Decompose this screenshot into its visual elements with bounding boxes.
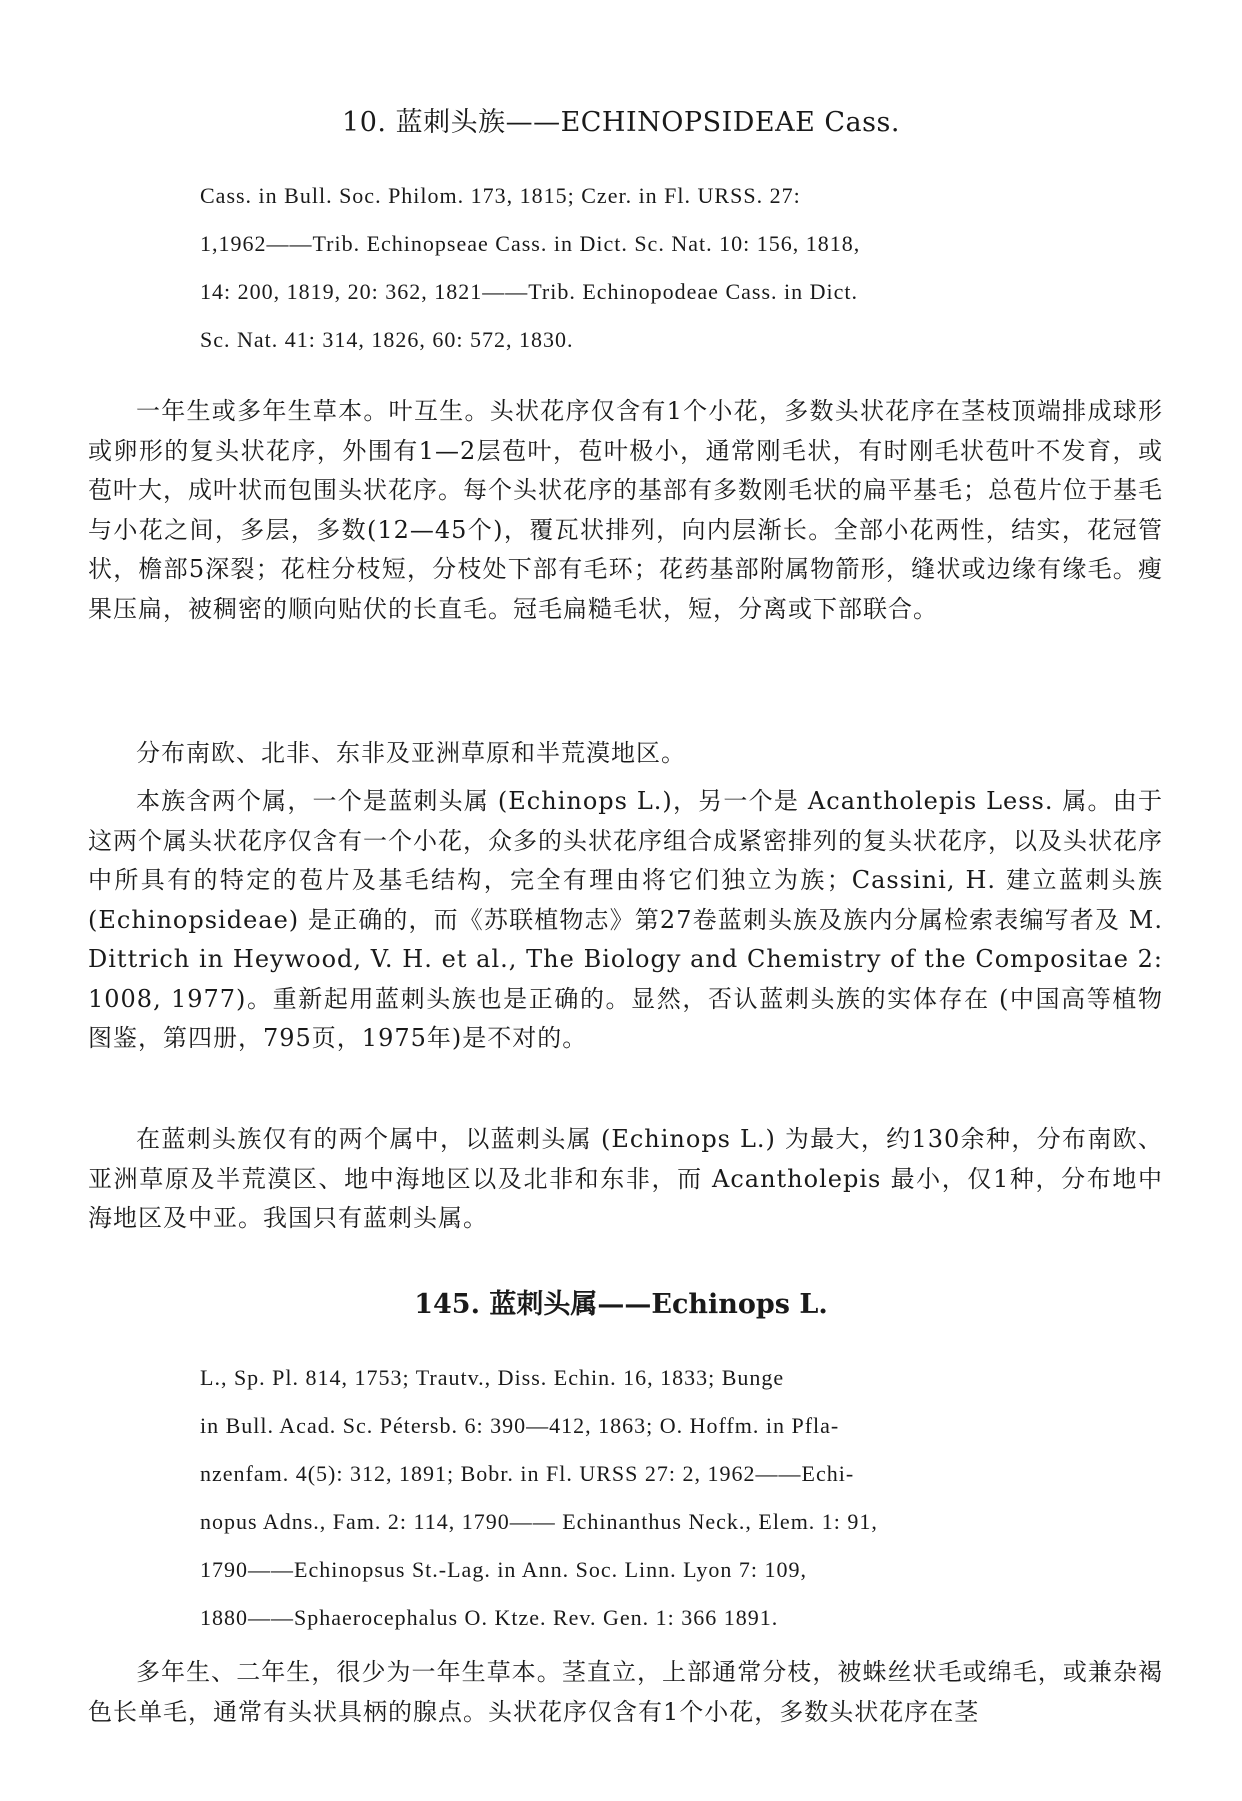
reference-line: in Bull. Acad. Sc. Pétersb. 6: 390—412, 1863; O. Hoffm. in Pfla- bbox=[200, 1413, 840, 1438]
reference-line: L., Sp. Pl. 814, 1753; Trautv., Diss. Echin. 16, 1833; Bunge bbox=[200, 1365, 785, 1390]
reference-line: nzenfam. 4(5): 312, 1891; Bobr. in Fl. URSS 27: 2, 1962——Echi- bbox=[200, 1461, 855, 1486]
tribe-description-paragraph: 一年生或多年生草本。叶互生。头状花序仅含有1个小花，多数头状花序在茎枝顶端排成球形或卵形的复头状花序，外围有1—2层苞叶，苞叶极小，通常刚毛状，有时刚毛状苞叶不发育，或苞叶大，成叶状而包围头状花序。每个头状花序的基部有多数刚毛状的扁平基毛；总苞片位于基毛与小花之间，多层，多数(12—45个)，覆瓦状排列，向内层渐长。全部小花两性，结实，花冠管状，檐部5深裂；花柱分枝短，分枝处下部有毛环；花药基部附属物箭形，缝状或边缘有缘毛。瘦果压扁，被稠密的顺向贴伏的长直毛。冠毛扁糙毛状，短，分离或下部联合。 bbox=[88, 397, 1163, 623]
reference-line: Sc. Nat. 41: 314, 1826, 60: 572, 1830. bbox=[200, 327, 574, 352]
reference-line: 1,1962——Trib. Echinopseae Cass. in Dict. Sc. Nat. 10: 156, 1818, bbox=[200, 231, 861, 256]
genus-references bbox=[200, 1354, 1080, 1642]
reference-line: Cass. in Bull. Soc. Philom. 173, 1815; Czer. in Fl. URSS. 27: bbox=[200, 183, 801, 208]
tribe-heading: 10. 蓝刺头族——ECHINOPSIDEAE Cass. bbox=[342, 107, 900, 138]
tribe-references bbox=[200, 172, 1080, 364]
reference-line: 14: 200, 1819, 20: 362, 1821——Trib. Echinopodeae Cass. in Dict. bbox=[200, 279, 858, 304]
reference-line: 1790——Echinopsus St.-Lag. in Ann. Soc. Linn. Lyon 7: 109, bbox=[200, 1557, 807, 1582]
tribe-discussion-paragraph: 本族含两个属，一个是蓝刺头属 (Echinops L.)，另一个是 Acantholepis Less. 属。由于这两个属头状花序仅含有一个小花，众多的头状花序组合成紧密排列的复头状花序，以及头状花序中所具有的特定的苞片及基毛结构，完全有理由将它们独立为族；Cassini, H. 建立蓝刺头族 (Echinopsideae) 是正确的，而《苏联植物志》第27卷蓝刺头族及族内分属检索表编写者及 M. Dittrich in Heywood, V. H. et al., The Biology and Chemistry of the Compositae 2: 1008, 1977)。重新起用蓝刺头族也是正确的。显然，否认蓝刺头族的实体存在 (中国高等植物图鉴，第四册，795页，1975年)是不对的。 bbox=[88, 787, 1163, 1052]
tribe-genera-paragraph: 在蓝刺头族仅有的两个属中，以蓝刺头属 (Echinops L.) 为最大，约130余种，分布南欧、亚洲草原及半荒漠区、地中海地区以及北非和东非，而 Acantholepis 最小，仅1种，分布地中海地区及中亚。我国只有蓝刺头属。 bbox=[88, 1125, 1163, 1232]
tribe-distribution-paragraph: 分布南欧、北非、东非及亚洲草原和半荒漠地区。 bbox=[136, 739, 686, 767]
genus-description-paragraph: 多年生、二年生，很少为一年生草本。茎直立，上部通常分枝，被蛛丝状毛或绵毛，或兼杂褐色长单毛，通常有头状具柄的腺点。头状花序仅含有1个小花，多数头状花序在茎 bbox=[88, 1658, 1163, 1726]
reference-line: nopus Adns., Fam. 2: 114, 1790—— Echinanthus Neck., Elem. 1: 91, bbox=[200, 1509, 878, 1534]
reference-line: 1880——Sphaerocephalus O. Ktze. Rev. Gen. 1: 366 1891. bbox=[200, 1605, 779, 1630]
genus-heading: 145. 蓝刺头属——Echinops L. bbox=[414, 1289, 828, 1320]
